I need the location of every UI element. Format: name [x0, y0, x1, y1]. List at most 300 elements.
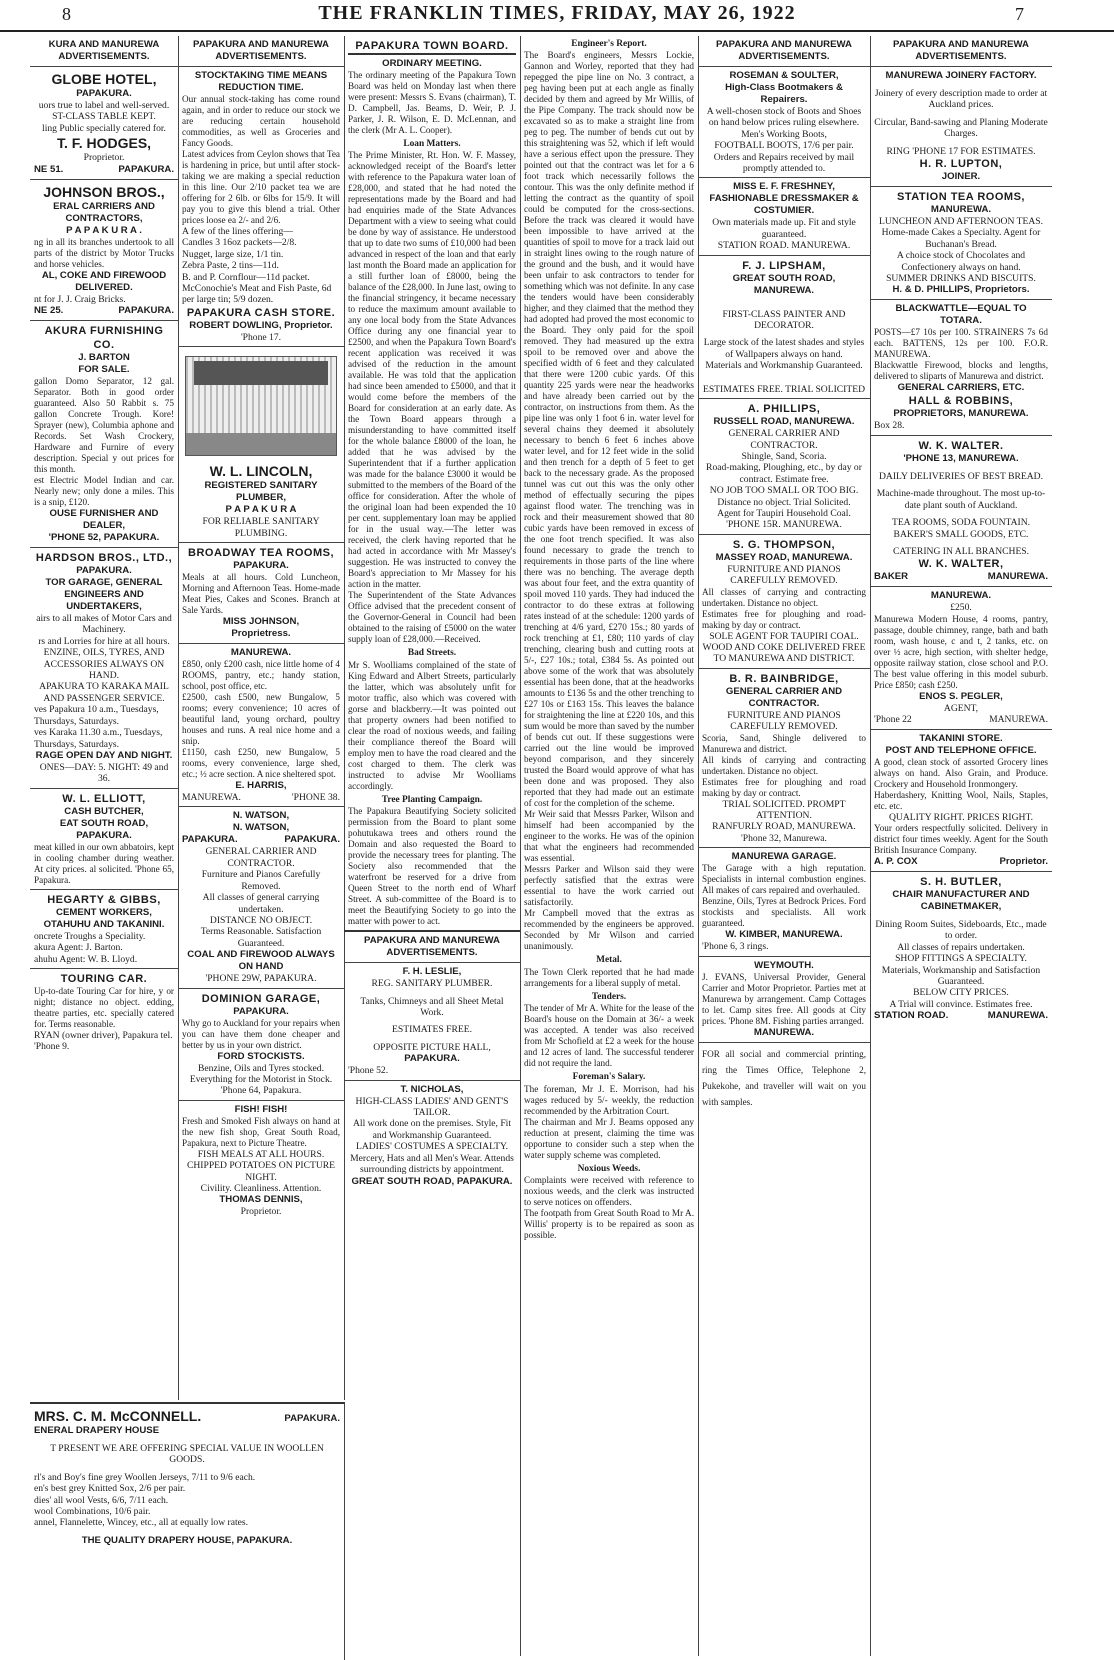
ad-proprietor: W. K. WALTER,: [918, 558, 1004, 571]
ad-text: Machine-made throughout. The most up-to-date plant south of Auckland.: [876, 488, 1046, 511]
ad-text: RYAN (owner driver), Papakura tel. 'Phone 9.: [34, 1029, 173, 1053]
ad-title: MRS. C. M. McCONNELL.: [34, 1408, 202, 1424]
ad-town: MANUREWA.: [987, 571, 1048, 583]
ad-phone: 'Phone 52.: [348, 1065, 389, 1077]
ad-text: All classes of repairs undertaken.: [897, 941, 1025, 953]
ad-text: FOR all social and commercial printing, ring the Times Office, Telephone 2, Pukekohe, and traveller will wait on you with samples.: [702, 1048, 866, 1107]
ad-text: Fresh and Smoked Fish always on hand at the new fish shop, Great South Road, Papakura, next to Picture Theatre.: [182, 1115, 340, 1148]
ad-text: T PRESENT WE ARE OFFERING SPECIAL VALUE IN WOOLLEN GOODS.: [50, 1443, 324, 1466]
article-paragraph: The Town Clerk reported that he had made arrangements for a liberal supply of metal.: [524, 966, 694, 988]
ad-text: CATERING IN ALL BRANCHES.: [892, 545, 1030, 557]
ad-title: F. H. LESLIE,: [402, 966, 462, 978]
article-paragraph: The Prime Minister, Rt. Hon. W. F. Massey, acknowledged receipt of the Board's letter with reference to the Papakura water loan of £28,000, and stated that he had noted the representations made by the Board and had had enquiries made of the State Advances Department with a view to seeing what could be done by way of assistance. He understood that up to date two sums of £10,000 had been advanced in respect of the loan and that early last month the Board made an application for a still further loan of £8000, being the balance of the £28,000. In June last, owing to the financial stringency, it became necessary to reduce the maximum amount available to any one local body from the State Advances Office during any one financial year to £2500, and when the Papakura Town Board's recent application was received it was advised of the reduction in the amount available. He was told that the application had since been amended to £5000, and that it would come before the members of the Board for consideration at an early date. As the Town Board appears through a misunderstanding to have committed itself for the whole balance £8000 of the loan, he added that he was advised by the Superintendent that if a further application was made for the balance £3000 it would be submitted to the members of the Board of the office for consideration. After the whole of the original loan had been expended the 10 per cent. supplementary loan may be applied for in the usual way.—The letter was received, the clerk having reported that he had acted in accordance with Mr Massey's suggestion. He was instructed to convey the Board's appreciation to Mr Massey for his action in the matter.: [348, 150, 516, 590]
ad-hegarty-gibbs: [30, 889, 178, 968]
ad-location: PAPAKURA.: [76, 88, 132, 99]
article-subhead: Tree Planting Campaign.: [381, 794, 483, 805]
ad-subtitle: CEMENT WORKERS,: [56, 906, 152, 918]
ad-text: FORD STOCKISTS.: [217, 1050, 305, 1062]
ad-agent: E. HARRIS,: [235, 780, 287, 792]
ad-text: Benzine, Oils and Tyres stocked.: [198, 1062, 324, 1074]
ad-footer: THE QUALITY DRAPERY HOUSE, PAPAKURA.: [81, 1534, 293, 1546]
ad-text: Men's Working Boots,: [741, 128, 827, 140]
newspaper-title: THE FRANKLIN TIMES, FRIDAY, MAY 26, 1922: [318, 2, 796, 24]
ad-text: QUALITY RIGHT. PRICES RIGHT.: [889, 811, 1033, 823]
ad-text: Terms Reasonable. Satisfaction Guaranteed.: [200, 926, 322, 949]
ad-subtitle: High-Class Bootmakers & Repairers.: [725, 82, 843, 105]
ad-title: ROSEMAN & SOULTER,: [729, 70, 839, 81]
ad-dominion-garage: [178, 988, 344, 1100]
ad-johnson-bros: [30, 179, 178, 320]
ad-manurewa-garage: [698, 847, 870, 955]
ad-station-tea-rooms: [870, 186, 1052, 299]
ad-title: BLACKWATTLE—EQUAL TO TOTARA.: [895, 303, 1027, 327]
ad-text: Why go to Auckland for your repairs when you can have them done cheaper and better by us in your own district.: [182, 1017, 340, 1050]
ad-phone: ONES—DAY: 5. NIGHT: 49 and 36.: [39, 761, 169, 785]
ad-title: S. G. THOMPSON,: [732, 538, 836, 551]
ad-title: STATION TEA ROOMS,: [897, 191, 1025, 204]
ad-text: McConochie's Meat and Fish Paste, 6d per large tin; 5/9 dozen.: [182, 283, 332, 306]
ad-lincoln-plumber: [178, 346, 344, 542]
ad-title: HEGARTY & GIBBS,: [47, 893, 161, 906]
ad-phone: 'PHONE 29W, PAPAKURA.: [205, 973, 317, 985]
ad-subtitle: JOINER.: [941, 171, 981, 183]
article-paragraph: Messrs Parker and Wilson said they were perfectly satisfied that the extras were essential to have the work carried out satisfactorily.: [524, 864, 694, 908]
ad-address: RUSSELL ROAD, MANUREWA.: [713, 416, 855, 428]
ad-text: ENZINE, OILS, TYRES, AND ACCESSORIES ALWAYS ON HAND.: [43, 647, 165, 682]
ad-subtitle: TOR GARAGE, GENERAL ENGINEERS AND UNDERTAKERS,: [45, 577, 163, 613]
ad-text: rs and Lorries for hire at all hours.: [38, 635, 170, 647]
article-subhead: Metal.: [596, 955, 622, 966]
ad-text: Joinery of every description made to order at Auckland prices.: [874, 88, 1048, 111]
ad-broadway-tea-rooms: [178, 542, 344, 643]
ad-text: SOLE AGENT FOR TAUPIRI COAL.: [709, 630, 859, 642]
column-heading: KURA AND MANUREWA ADVERTISEMENTS.: [48, 39, 160, 62]
ad-text: Blackwattle Firewood, blocks and lengths, delivered to sliparts of Manurewa and district.: [874, 360, 1048, 382]
ad-address: RANFURLY ROAD, MANUREWA.: [712, 821, 856, 833]
ad-text: ves Papakura 10 a.m., Tuesdays, Thursdays, Saturdays.: [34, 704, 159, 727]
ad-subtitle: REGISTERED SANITARY PLUMBER,: [204, 480, 318, 504]
ad-proprietor: THOMAS DENNIS,: [219, 1194, 303, 1206]
ad-text: Materials, Workmanship and Satisfaction Guaranteed.: [881, 964, 1041, 987]
ad-phillips-carrier: [698, 398, 870, 534]
ad-text: Estimates free for ploughing and road-making by day or contract.: [702, 608, 866, 630]
column-heading: PAPAKURA AND MANUREWA ADVERTISEMENTS.: [364, 935, 500, 959]
ad-subtitle: PROPRIETORS, MANUREWA.: [893, 408, 1029, 420]
ad-title: MISS E. F. FRESHNEY,: [733, 181, 835, 193]
ad-subtitle: GENERAL CARRIER AND CONTRACTOR.: [725, 685, 843, 709]
ad-text: The Garage with a high reputation. Specialists in internal combustion engines. All makes of cars repaired and overhauled.: [702, 863, 866, 896]
ad-text: Your orders respectfully solicited. Delivery in district four times weekly. Agent for the South British Insurance Company.: [874, 822, 1048, 855]
ad-proprietor: W. KIMBER, MANUREWA.: [725, 929, 843, 941]
ad-title: JOHNSON BROS.,: [43, 183, 165, 200]
ad-text: J. EVANS, Universal Provider, General Carrier and Motor Proprietor. Parties met at Manurewa by arrangement. Camp Cottages to let. Camp sites free. All goods at City prices. 'Phone 8M. Fishing parties arranged.: [702, 971, 866, 1026]
ad-butler-cabinetmaker: [870, 871, 1052, 1025]
ad-text: LUNCHEON AND AFTERNOON TEAS.: [879, 216, 1043, 228]
ad-text: Distance no object. Trial Solicited.: [717, 496, 851, 508]
article-subhead: Engineer's Report.: [571, 39, 647, 49]
ad-text: A well-chosen stock of Boots and Shoes on hand below prices ruling elsewhere.: [706, 106, 862, 129]
ad-text: SUMMER DRINKS AND BISCUITS.: [886, 273, 1036, 285]
ad-subtitle: ERAL CARRIERS AND CONTRACTORS,: [53, 200, 155, 224]
ad-text: Own materials made up. Fit and style guaranteed.: [712, 217, 856, 240]
ad-proprietor: MISS JOHNSON,: [222, 616, 300, 628]
ad-text: ahuhu Agent: W. B. Lloyd.: [34, 953, 138, 965]
ad-joinery-factory: [870, 66, 1052, 186]
ad-town: PAPAKURA.: [118, 305, 174, 317]
ad-text: All classes of carrying and contracting undertaken. Distance no object.: [702, 586, 866, 608]
article-paragraph: The ordinary meeting of the Papakura Town Board was held on Monday last when there were present: Messrs S. Evans (chairman), T. D. Campbell, Jas. Beams, D. Weir, P. J. Parker, J. R. Wilson, E. D. McLennan, and the clerk (Mr A. L. Cooper).: [348, 70, 516, 135]
ad-title: TAKANINI STORE.: [919, 732, 1003, 744]
ad-subtitle: POST AND TELEPHONE OFFICE.: [885, 744, 1037, 756]
masthead: [0, 0, 1114, 32]
ad-text: A good, clean stock of assorted Grocery lines always on hand. Also Grain, and Produce. Crockery and Household Ironmongery.: [874, 756, 1048, 789]
ad-text: FURNITURE AND PIANOS CAREFULLY REMOVED.: [727, 563, 841, 587]
ad-title: WEYMOUTH.: [754, 959, 814, 971]
article-subheadline: ORDINARY MEETING.: [348, 53, 516, 70]
ad-text: AGENT,: [943, 702, 979, 714]
ad-text: Proprietor.: [83, 152, 125, 164]
article-paragraph: Complaints were received with reference to noxious weeds, and the clerk was instructed to serve notices on offenders.: [524, 1175, 694, 1208]
ad-nicholas-tailor: [344, 1080, 520, 1191]
ad-touring-car: [30, 968, 178, 1056]
ad-text: GENERAL CARRIERS, ETC.: [897, 382, 1025, 394]
ad-town: PAPAKURA.: [233, 1005, 289, 1017]
ad-item: annel, Flannelette, Wincey, etc., all at equally low rates.: [34, 1517, 249, 1529]
article-paragraph: Mr Campbell moved that the extras as recommended by the engineers be approved. Seconded by Mr Wilson and carried unanimously.: [524, 908, 694, 952]
ad-text: B. and P. Cornflour—11d packet.: [182, 271, 310, 283]
ad-walter-baker: [870, 435, 1052, 586]
ad-text: ling Public specially catered for.: [42, 122, 166, 134]
ad-text: oncrete Troughs a Speciality.: [34, 930, 146, 942]
ad-address: GREAT SOUTH ROAD, PAPAKURA.: [351, 1175, 513, 1187]
ad-text: Shingle, Sand, Scoria.: [741, 450, 827, 462]
ad-text: Furniture and Pianos Carefully Removed.: [201, 869, 321, 892]
ad-text: A few of the lines offering—: [182, 226, 293, 237]
ad-text: ESTIMATES FREE.: [392, 1024, 472, 1036]
ad-leslie-plumber: [344, 962, 520, 1079]
ad-proprietor: A. P. COX: [874, 855, 918, 867]
ad-text: COAL AND FIREWOOD ALWAYS ON HAND: [187, 949, 335, 973]
ad-text: meat killed in our own abbatoirs, kept in cooling chamber during weather. At city prices. al solicited. 'Phone 65, Papakura.: [34, 841, 174, 885]
ad-subtitle: ENERAL DRAPERY HOUSE: [34, 1425, 160, 1436]
ad-title: F. J. LIPSHAM,: [742, 259, 826, 272]
ad-text: Scoria, Sand, Shingle delivered to Manurewa and district.: [702, 732, 866, 754]
ad-phone: 'PHONE 15R. MANUREWA.: [726, 519, 842, 531]
ad-text: akura Agent: J. Barton.: [34, 942, 123, 954]
ad-text: Circular, Band-sawing and Planing Moderate Charges.: [874, 116, 1048, 140]
ad-subtitle: FASHIONABLE DRESSMAKER & COSTUMIER.: [709, 193, 859, 217]
article-paragraph: The footpath from Great South Road to Mr A. Willis' property is to be repaired as soon as possible.: [524, 1208, 694, 1241]
ad-text: Dining Room Suites, Sideboards, Etc., made to order.: [875, 918, 1047, 942]
ad-address: EAT SOUTH ROAD, PAPAKURA.: [59, 817, 149, 841]
column-heading: PAPAKURA AND MANUREWA ADVERTISEMENTS.: [893, 39, 1029, 62]
ad-title: T. NICHOLAS,: [400, 1083, 464, 1095]
ad-address: GREAT SOUTH ROAD, MANUREWA.: [732, 272, 836, 296]
masthead-left-number: 8: [62, 4, 71, 24]
ad-text: FOR RELIABLE SANITARY PLUMBING.: [202, 516, 320, 539]
ad-town: PAPAKURA.: [118, 163, 174, 175]
article-paragraph: The Papakura Beautifying Society solicited permission from the Board to plant some pohutukawa trees and others round the Domain and also requested the Board to provide the necessary trees for planting. The Society also recommended that the waterfront be reserved for a drive from Queen Street to the north end of Wharf Street. A sub-committee of the Board is to meet the Beautifying Society to go into the matter with power to act.: [348, 806, 516, 927]
ad-text: NO JOB TOO SMALL OR TOO BIG.: [709, 485, 859, 497]
ad-town: MANUREWA.: [930, 204, 992, 216]
ad-text: Haberdashery, Knitting Wool, Nails, Staples, etc. etc.: [874, 789, 1048, 811]
ad-address: STATION ROAD. MANUREWA.: [717, 240, 851, 252]
ad-phone: 'PHONE 38.: [291, 792, 340, 804]
ad-text: TRIAL SOLICITED. PROMPT ATTENTION.: [722, 798, 846, 821]
ad-phone: NE 25.: [34, 305, 64, 317]
ad-weymouth: [698, 956, 870, 1042]
ad-town: P A P A K U R A .: [66, 224, 142, 236]
ad-harris-manurewa: [178, 643, 344, 806]
ad-text: Estimates free for ploughing and road making by day or contract.: [702, 776, 866, 798]
ad-title: STOCKTAKING TIME MEANS REDUCTION TIME.: [194, 70, 328, 93]
column-heading: PAPAKURA AND MANUREWA ADVERTISEMENTS.: [716, 39, 852, 62]
ad-text: ves Karaka 11.30 a.m., Tuesdays, Thursdays, Saturdays.: [34, 727, 163, 750]
article-paragraph: The Board's engineers, Messrs Lockie, Gannon and Worley, reported that they had repegged the pipe line on No. 3 contract, a peg having been put at each angle as finally decided by them and agreed by Mr Willis, of the Pipe Company. The track should now be excavated so as to make a straight line from peg to peg. The number of bends cut out by this straightening was 52, which if left would have a serious effect upon the pressure. They pointed out that the contract was let for a 6 foot track which necessarily follows the contour. This was the only definite method if letting the contract as the quantity of spoil could be computed for the cross-sections. Before the track was cleared it would have been impossible to have arrived at the quantities of spoil to move for a track laid out in straight lines owing to the rough nature of the ground and the bush, and it would have been unfair to ask contractors to tender for something which was not definite. In any case the tenders would have been considerably higher, and they claimed that the method they had adopted had proved the most economic to the Board. They only paid for the spoil removed. They had measured up the extra spoil to be removed over and above the specified width of 6 feet and they calculated that there were 1200 cubic yards. Of this quantity 225 yards were near the headworks and have already been carried out by the contractor, on instructions from them. As the pipe line was only 1 foot 6 in. water level for several chains they deemed it absolutely necessary to bench 6 feet 6 inches above water level, and for 12 feet wide in the solid and then trench for a depth of 5 feet to get back to the necessary grade. As the proposed tunnel was cut out this was the only other method of effectually securing the pipes against flood water. The trenching was in rock and their measurement showed that 80 cubic yards have been removed in excess of the one foot trench specified. It was also found necessary to grade the trench to requirements in those parts of the line where there was no benching. The average depth was about four feet, and the extra quantity of spoil moved 110 yards. They had induced the contractor to do these extras at following rates instead of at the schedule: 1200 yards of trenching at 4/6 yard, £270 15s.; 80 yards of rock trenching at £1, £80; 110 yards of clay trenching, clearing bush and cutting roots at 5/-, £27 10s.; total, £384 5s. As pointed out above some of the work that was absolutely essential has been done, that at the headworks amounts to £136 5s and the other trenching to £27 10s or £163 15s. This leaves the balance for straightening the line at £220 10s, and this sum would be more than saved by the number of bends cut out. If these suggestions were carried out the line would be improved beyond comparison, and they sincerely trusted the Board would approve of what has been done and was proposed. They also reported that they had made out an estimate of cost for the completion of the scheme.: [524, 50, 694, 809]
ad-text: DISTANCE NO OBJECT.: [209, 914, 313, 926]
ad-phone: NE 51.: [34, 163, 64, 175]
ad-proprietor: HALL & ROBBINS,: [908, 395, 1014, 408]
article-paragraph: The Superintendent of the State Advances Office advised that the precedent consent of the Governor-General in Council had been obtained to the raising of £5000 on the water supply loan of £28,000.—Received.: [348, 590, 516, 645]
ad-text: RING 'PHONE 17 FOR ESTIMATES.: [886, 145, 1036, 157]
ad-title: HARDSON BROS., LTD.,: [35, 552, 173, 565]
ad-text: Proprietor.: [240, 1206, 282, 1218]
article-paragraph: The tender of Mr A. White for the lease of the Board's house on the Domain at 36/- a week was accepted. A tender was also received from Mr Schofield at £2 a week for the house and 12 acres of land. The successful tenderer did not require the land.: [524, 1003, 694, 1069]
ad-text: gallon Domo Separator, 12 gal. Separator. Both in good order guaranteed. Also 50 Rabbit s. 75 gallon Concrete Trough. Kore! Sprayer (new), Columbia aphone and Records. Set Wash Crockery, Hardware and Furnire of every description. Special y out prices for this month.: [34, 376, 174, 475]
ad-title: AKURA FURNISHING CO.: [44, 325, 164, 352]
ad-title: B. R. BAINBRIDGE,: [729, 672, 839, 685]
page-number: 7: [1015, 4, 1024, 24]
column-3: [344, 36, 521, 1656]
column-heading: PAPAKURA AND MANUREWA ADVERTISEMENTS.: [193, 39, 329, 62]
ad-text: CHIPPED POTATOES ON PICTURE NIGHT.: [186, 1160, 336, 1183]
ad-proprietor: T. F. HODGES,: [56, 135, 152, 152]
ad-text: WOOD AND COKE DELIVERED FREE TO MANUREWA AND DISTRICT.: [702, 641, 866, 665]
ad-text: £1150, cash £250, new Bungalow, 5 rooms, every convenience, large shed, etc.; ½ acre section. A nice sheltered spot.: [182, 747, 340, 780]
ad-text: Zebra Paste, 2 tins—11d.: [182, 260, 279, 272]
ad-text: uors true to label and well-served.: [38, 100, 170, 111]
ad-town: MANUREWA.: [987, 1010, 1048, 1022]
ad-text: ESTIMATES FREE. TRIAL SOLICITED: [702, 383, 866, 395]
article-paragraph: The chairman and Mr J. Beams opposed any reduction at present, claiming the time was opportune to consider such a step when the water supply scheme was completed.: [524, 1116, 694, 1160]
ad-text: POSTS—£7 10s per 100. STRAINERS 7s 6d each. BATTENS, 12s per 100. F.O.R. MANUREWA.: [874, 327, 1048, 360]
ad-address: OTAHUHU AND TAKANINI.: [43, 918, 165, 930]
ad-text: FISH MEALS AT ALL HOURS.: [197, 1148, 325, 1160]
ad-item: rl's and Boy's fine grey Woollen Jerseys, 7/11 to 9/6 each.: [34, 1471, 256, 1483]
ad-proprietor: J. BARTON: [78, 352, 130, 364]
ad-roseman-soulter: [698, 66, 870, 177]
ad-subtitle: HIGH-CLASS LADIES' AND GENT'S TAILOR.: [355, 1095, 509, 1119]
ad-text: Materials and Workmanship Guaranteed.: [705, 360, 863, 372]
ad-address: OPPOSITE PICTURE HALL,: [373, 1041, 491, 1053]
ad-text: est Electric Model Indian and car. Nearly new; only done a miles. This is a snip, £120.: [34, 475, 174, 508]
article-subhead: Foreman's Salary.: [572, 1072, 646, 1083]
ad-text: DAILY DELIVERIES OF BEST BREAD.: [879, 470, 1043, 482]
article-subhead: Noxious Weeds.: [577, 1163, 641, 1174]
ad-title: PAPAKURA CASH STORE.: [186, 306, 336, 319]
ad-item: dies' all wool Vests, 6/6, 7/11 each.: [34, 1494, 169, 1506]
ad-item: en's best grey Knitted Sox, 2/6 per pair.: [34, 1483, 186, 1495]
ad-text: ST-CLASS TABLE KEPT.: [52, 111, 156, 123]
article-paragraph: Mr Weir said that Messrs Parker, Wilson and himself had been accompanied by the engineer to the works. He was of the opinion that what the engineers had recommended was essential.: [524, 809, 694, 864]
ad-town: PAPAKURA.: [76, 565, 132, 577]
ad-text: LADIES' COSTUMES A SPECIALTY. Mercery, Hats and all Men's Wear. Attends surrounding districts by appointment.: [350, 1141, 514, 1176]
ad-text: nt for J. J. Craig Bricks.: [34, 293, 126, 305]
ad-text: FOOTBALL BOOTS, 17/6 per pair.: [714, 140, 854, 152]
ad-title: MANUREWA.: [230, 647, 292, 659]
ad-phone: 'PHONE 52, PAPAKURA.: [48, 532, 160, 544]
ad-text: Nugget, large size, 1/1 tin.: [182, 248, 284, 260]
ad-phone: 'Phone 17.: [240, 331, 282, 343]
article-subhead: Bad Streets.: [407, 648, 457, 659]
ad-text: SHOP FITTINGS A SPECIALTY.: [895, 953, 1027, 965]
ad-text: OUSE FURNISHER AND DEALER,: [49, 508, 159, 532]
plumbing-illustration: [185, 356, 337, 456]
ad-furnishing-co: [30, 320, 178, 547]
ad-title: TOURING CAR.: [60, 972, 148, 985]
ad-subtitle: Proprietor.: [999, 855, 1048, 867]
ad-town: PAPAKURA.: [404, 1053, 460, 1065]
ad-text: Our annual stock-taking has come round again, and in order to reduce our stock we are reducing certain household commodities, as well as Groceries and Fancy Goods.: [182, 94, 340, 148]
ad-address: MASSEY ROAD, MANUREWA.: [715, 551, 853, 563]
ad-phone: 'Phone 6, 3 rings.: [702, 941, 769, 953]
ad-takanini-store: [870, 729, 1052, 871]
ad-phone: 'Phone 22: [874, 714, 912, 726]
ad-text: RAGE OPEN DAY AND NIGHT.: [35, 749, 173, 761]
ad-globe-hotel: [30, 66, 178, 179]
article-subhead: Loan Matters.: [403, 139, 461, 149]
ad-town: PAPAKURA.: [233, 560, 289, 572]
ad-town: P A P A K U R A: [225, 504, 297, 516]
ad-title: DOMINION GARAGE,: [201, 992, 321, 1005]
ad-text: Road-making, Ploughing, etc., by day or contract. Estimate free.: [706, 462, 862, 485]
ad-proprietor: H. R. LUPTON,: [919, 158, 1003, 171]
article-paragraph: The foreman, Mr J. E. Morrison, had his wages reduced by 5/- weekly, the reduction recommended by the Arbitration Court.: [524, 1083, 694, 1116]
ad-town: MANUREWA.: [182, 792, 241, 804]
ad-text: FURNITURE AND PIANOS CAREFULLY REMOVED.: [727, 709, 841, 733]
ad-item: wool Combinations, 10/6 pair.: [34, 1506, 151, 1518]
ad-hardson-bros: [30, 547, 178, 788]
ad-subtitle: BAKER: [874, 571, 909, 583]
ad-subtitle: CASH BUTCHER,: [64, 805, 144, 817]
ad-phone: 'PHONE 13, MANUREWA.: [903, 452, 1019, 464]
ad-text: All work done on the premises. Style, Fit and Workmanship Guaranteed.: [352, 1118, 512, 1141]
ad-proprietor: H. & D. PHILLIPS, Proprietors.: [892, 284, 1030, 296]
ad-text: £2500, cash £500, new Bungalow, 5 rooms; every convenience; 10 acres of beautiful land, young orchard, poultry houses and runs. A real nice home and a snip.: [182, 692, 340, 747]
ad-title: N. WATSON,: [232, 810, 290, 822]
ad-freshney-dressmaker: [698, 177, 870, 254]
ad-town: PAPAKURA.: [182, 834, 238, 846]
article-paragraph: Mr S. Woolliams complained of the state of King Edward and Albert Streets, particularly the latter, which was absolutely unfit for motor traffic, also which was covered with gorse and blackberry.—It was pointed out that property owners had been notified to clear the road of noxious weeds, and failing their compliance thereof the Board will employ men to have the road cleared and the cost charged to them. The clerk was instructed to advise Mr Woolliams accordingly.: [348, 659, 516, 791]
ad-text: BELOW CITY PRICES.: [913, 987, 1009, 999]
ad-text: Benzine, Oils, Tyres at Bedrock Prices. Ford stockists and specialists. All work guaranteed.: [702, 896, 866, 929]
ad-text: FIRST-CLASS PAINTER AND DECORATOR.: [722, 308, 846, 332]
ad-title: MANUREWA GARAGE.: [731, 851, 837, 863]
column-2: [178, 36, 345, 1400]
ad-blackwattle: [870, 299, 1052, 434]
ad-title: W. L. ELLIOTT,: [62, 792, 146, 805]
ad-watson-carrier: [178, 806, 344, 987]
ad-phone: 'Phone 32, Manurewa.: [741, 832, 827, 844]
column-1: [30, 36, 179, 1400]
ad-thompson-carrier: [698, 534, 870, 668]
ad-text: A Trial will convince. Estimates free.: [889, 998, 1033, 1010]
ad-text: Meals at all hours. Cold Luncheon, Morning and Afternoon Teas. Home-made Meat Pies, Cakes and Scones. Branch at Sale Yards.: [182, 572, 340, 616]
ad-text: Manurewa Modern House, 4 rooms, pantry, passage, double chimney, range, bath and bath room, wash house, c and t, 2 tanks, etc. on over ½ acre, high section, with shelter hedge, opposite railway station, close school and P.O. The best value offering in this model suburb. Price £850; cash £250.: [874, 613, 1048, 690]
ad-address: STATION ROAD.: [874, 1010, 949, 1022]
ad-elliott-butcher: [30, 788, 178, 889]
ad-title: MANUREWA.: [930, 590, 992, 602]
column-6: [870, 36, 1052, 1656]
ad-text: Agent for Taupiri Household Coal.: [717, 507, 851, 519]
ad-lipsham-painter: [698, 255, 870, 398]
ad-town: MANUREWA.: [989, 714, 1048, 726]
ad-title: W. K. WALTER.: [918, 439, 1004, 452]
ad-text: Civility. Cleanliness. Attention.: [200, 1182, 322, 1194]
ad-text: Orders and Repairs received by mail promptly attended to.: [713, 151, 855, 175]
ad-title: A. PHILLIPS,: [747, 403, 821, 416]
ad-text: Latest advices from Ceylon shows that Tea is hardening in price, but until after stock-taking we are making a special reduction in this line. Our 2/10 packet tea we are offering for 2 6lb. or 6lbs for 15/9. It will pay you to give this blend a trial. Other prices loose ea 2/- and 2/6.: [182, 149, 340, 225]
ad-price: £250.: [950, 602, 972, 614]
ad-text: Candles 3 16oz packets—2/8.: [182, 237, 297, 249]
ad-text: GENERAL CARRIER AND CONTRACTOR.: [728, 428, 840, 451]
ad-text: APAKURA TO KARAKA MAIL AND PASSENGER SERVICE.: [39, 681, 169, 704]
ad-text: TEA ROOMS, SODA FOUNTAIN. BAKER'S SMALL GOODS, ETC.: [891, 517, 1031, 540]
ad-text: Everything for the Motorist in Stock. 'Phone 64, Papakura.: [189, 1073, 333, 1097]
ad-papakura-cash-store: [178, 66, 344, 346]
ad-subtitle: FOR SALE.: [78, 364, 130, 376]
ad-subtitle: Proprietress.: [231, 628, 291, 640]
ad-title: W. L. LINCOLN,: [209, 463, 313, 480]
ad-text: Home-made Cakes a Specialty. Agent for Buchanan's Bread.: [881, 227, 1041, 250]
article-headline: PAPAKURA TOWN BOARD.: [355, 40, 509, 52]
ad-title: MANUREWA JOINERY FACTORY.: [885, 70, 1037, 81]
ad-agent: ENOS S. PEGLER,: [919, 690, 1003, 702]
ad-text: ng in all its branches undertook to all parts of the district by Motor Trucks and horse vehicles.: [34, 236, 174, 269]
ad-town: MANUREWA.: [753, 1026, 815, 1038]
ad-text: All classes of general carrying undertaken.: [202, 892, 320, 915]
column-5: [698, 36, 871, 1656]
ad-title: S. H. BUTLER,: [920, 875, 1002, 888]
ad-text: £850, only £200 cash, nice little home of 4 ROOMS, pantry, etc.; handy station, school, post office, etc.: [182, 659, 340, 692]
ad-subtitle: REG. SANITARY PLUMBER.: [371, 978, 493, 990]
ad-subtitle: CHAIR MANUFACTURER AND CABINETMAKER,: [892, 888, 1030, 912]
ad-text: GENERAL CARRIER AND CONTRACTOR.: [205, 846, 317, 869]
ad-text: Large stock of the latest shades and styles of Wallpapers always on hand.: [703, 337, 865, 360]
ad-title: BROADWAY TEA ROOMS,: [188, 547, 334, 560]
ad-text: A choice stock of Chocolates and Confectionery always on hand.: [896, 250, 1026, 273]
ad-town: PAPAKURA.: [284, 834, 340, 846]
article-subhead: Tenders.: [591, 991, 627, 1002]
ad-proprietor: ROBERT DOWLING, Proprietor.: [189, 319, 333, 331]
ad-text: Tanks, Chimneys and all Sheet Metal Work.: [360, 995, 504, 1019]
ad-title: GLOBE HOTEL,: [51, 71, 157, 87]
ad-title: N. WATSON,: [232, 822, 290, 834]
ad-mcconnell-drapery: [30, 1402, 345, 1660]
ad-pegler-house: [870, 586, 1052, 728]
column-4: [520, 36, 699, 1656]
ad-printing: [698, 1042, 870, 1113]
ad-bainbridge-carrier: [698, 668, 870, 847]
ad-text: All kinds of carrying and contracting undertaken. Distance no object.: [702, 754, 866, 776]
ad-address: Box 28.: [874, 420, 905, 432]
ad-fish-shop: [178, 1100, 344, 1221]
ad-town: PAPAKURA.: [284, 1413, 340, 1424]
ad-text: AL, COKE AND FIREWOOD DELIVERED.: [41, 269, 167, 293]
ad-text: airs to all makes of Motor Cars and Machinery.: [36, 613, 172, 636]
ad-title: FISH! FISH!: [234, 1103, 288, 1115]
ad-text: Up-to-date Touring Car for hire, y or night; distance no object. edding, theatre parties, etc. specially catered for. Terms reasonable.: [34, 985, 174, 1029]
